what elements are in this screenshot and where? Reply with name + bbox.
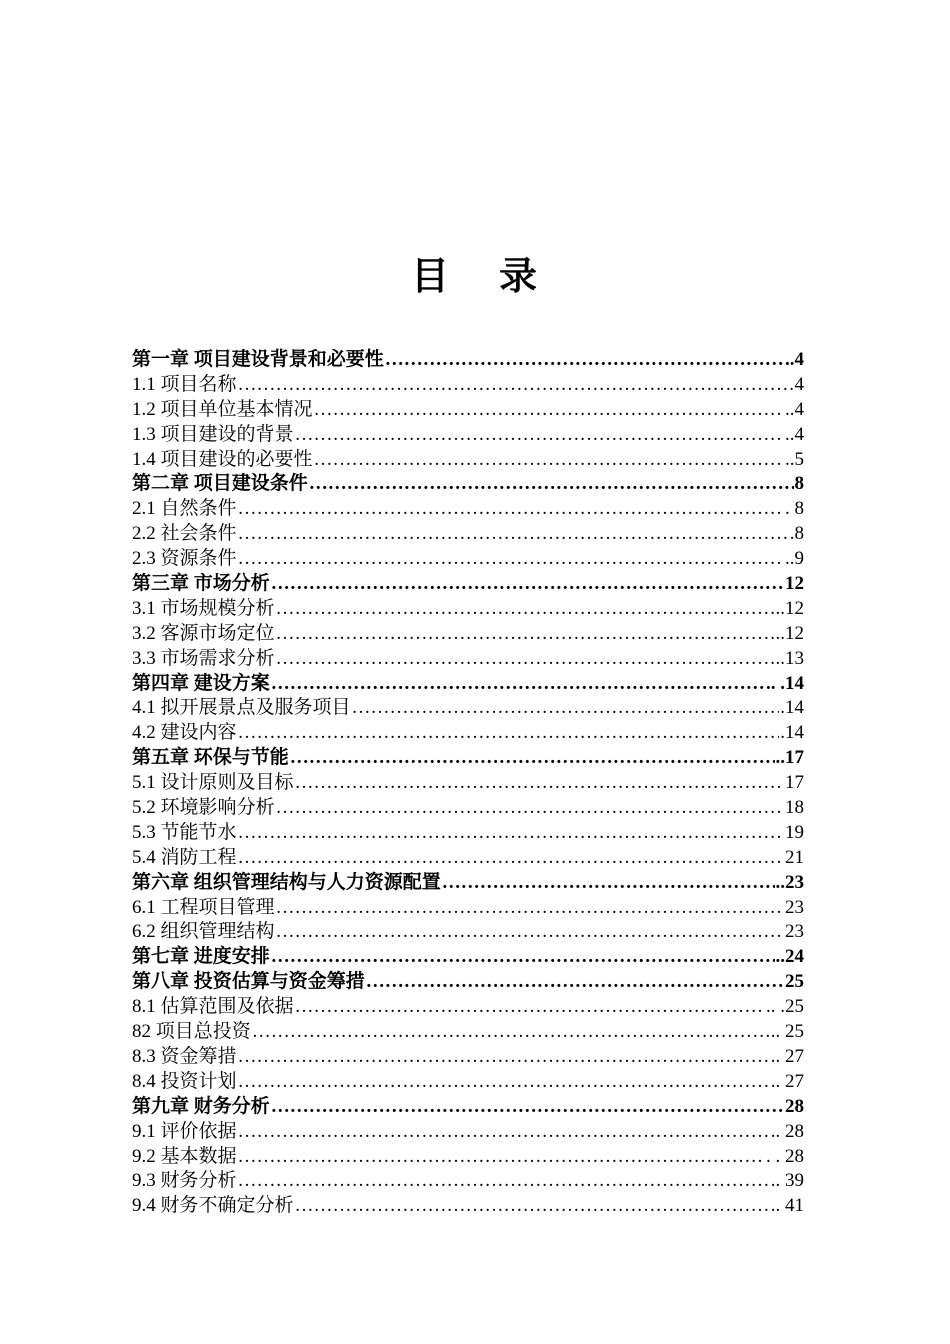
toc-section-entry[interactable] xyxy=(132,398,804,423)
toc-page-number: .14 xyxy=(780,722,804,744)
toc-dot-leader xyxy=(276,920,784,945)
toc-page-number: ..12 xyxy=(775,622,804,644)
toc-entry-label: 8.1 估算范围及依据 xyxy=(132,996,294,1018)
toc-page-number: ..5 xyxy=(785,448,804,470)
toc-page-number: .. 39 xyxy=(770,1170,804,1192)
toc-page-number: 19 xyxy=(785,821,804,843)
toc-page-number: ..4 xyxy=(785,398,804,420)
toc-dot-leader xyxy=(276,896,784,921)
toc-page-number: .14 xyxy=(780,697,804,719)
toc-section-entry[interactable] xyxy=(132,1020,804,1045)
toc-entry-label: 第九章 财务分析 xyxy=(132,1095,270,1117)
toc-entry-label: 6.2 组织管理结构 xyxy=(132,921,275,943)
toc-entry-label: 第八章 投资估算与资金筹措 xyxy=(132,971,365,993)
toc-dot-leader xyxy=(238,721,780,746)
toc-page-number: ..17 xyxy=(775,747,804,769)
toc-entry-label: 5.4 消防工程 xyxy=(132,846,237,868)
toc-dot-leader xyxy=(238,821,784,846)
toc-entry-label: 8.3 资金筹措 xyxy=(132,1045,237,1067)
toc-entry-label: 3.3 市场需求分析 xyxy=(132,647,275,669)
toc-page-number: .. .25 xyxy=(766,996,804,1018)
toc-dot-leader xyxy=(238,497,784,522)
toc-page-number: 4 xyxy=(794,373,804,395)
toc-dot-leader xyxy=(366,970,784,995)
toc-dot-leader xyxy=(295,771,784,796)
toc-page-number: . . 28 xyxy=(766,1145,804,1167)
toc-section-entry[interactable] xyxy=(132,547,804,572)
toc-entry-label: 1.3 项目建设的背景 xyxy=(132,423,294,445)
toc-entry-label: 5.2 环境影响分析 xyxy=(132,797,275,819)
toc-section-entry[interactable] xyxy=(132,522,804,547)
toc-section-entry[interactable] xyxy=(132,597,804,622)
toc-page-number: ..9 xyxy=(785,548,804,570)
toc-dot-leader xyxy=(314,448,784,473)
toc-entry-label: 第一章 项目建设背景和必要性 xyxy=(132,349,384,370)
toc-section-entry[interactable] xyxy=(132,796,804,821)
toc-entry-label: 82 项目总投资 xyxy=(132,1021,251,1043)
toc-entry-label: 5.3 节能节水 xyxy=(132,821,237,843)
toc-entry-label: 5.1 设计原则及目标 xyxy=(132,772,294,794)
toc-entry-label: 第五章 环保与节能 xyxy=(132,747,289,769)
toc-section-entry[interactable] xyxy=(132,497,804,522)
toc-section-entry[interactable] xyxy=(132,896,804,921)
toc-entry-label: 9.2 基本数据 xyxy=(132,1145,237,1167)
toc-section-entry[interactable] xyxy=(132,647,804,672)
toc-page-number: 12 xyxy=(785,573,804,595)
toc-chapter-entry[interactable] xyxy=(132,1095,804,1120)
title-char-2: 录 xyxy=(499,254,540,298)
toc-entry-label: 第二章 项目建设条件 xyxy=(132,473,308,495)
toc-section-entry[interactable] xyxy=(132,423,804,448)
toc-dot-leader xyxy=(295,423,784,448)
toc-page-number: ..24 xyxy=(775,946,804,968)
toc-page-number: 25 xyxy=(785,971,804,993)
toc-page-number: . 8 xyxy=(785,498,804,520)
toc-entry-label: 3.1 市场规模分析 xyxy=(132,597,275,619)
page-title xyxy=(0,252,950,300)
toc-page-number: 28 xyxy=(785,1095,804,1117)
toc-entry-label: 第六章 组织管理结构与人力资源配置 xyxy=(132,871,441,893)
toc-dot-leader xyxy=(238,1070,770,1095)
toc-section-entry[interactable] xyxy=(132,448,804,473)
toc-section-entry[interactable] xyxy=(132,920,804,945)
toc-page-number: ..13 xyxy=(775,647,804,669)
toc-page-number: 23 xyxy=(785,921,804,943)
toc-dot-leader xyxy=(238,1120,770,1145)
toc-section-entry[interactable] xyxy=(132,696,804,721)
toc-chapter-entry[interactable] xyxy=(132,672,804,697)
toc-entry-label: 9.1 评价依据 xyxy=(132,1120,237,1142)
toc-page-number: 8 xyxy=(794,473,804,495)
toc-dot-leader xyxy=(309,472,794,497)
toc-section-entry[interactable] xyxy=(132,1045,804,1070)
toc-chapter-entry[interactable] xyxy=(132,871,804,896)
toc-section-entry[interactable] xyxy=(132,721,804,746)
toc-dot-leader xyxy=(238,373,794,398)
toc-entry-label: 第四章 建设方案 xyxy=(132,672,270,694)
toc-page-number: .. .14 xyxy=(766,672,804,694)
toc-dot-leader xyxy=(271,672,765,697)
toc-dot-leader xyxy=(276,796,784,821)
toc-section-entry[interactable] xyxy=(132,995,804,1020)
toc-dot-leader xyxy=(238,1169,770,1194)
toc-page-number: ..23 xyxy=(775,871,804,893)
toc-dot-leader xyxy=(271,572,784,597)
toc-page-number: ..4 xyxy=(785,349,804,370)
toc-page-number: .. 25 xyxy=(770,1021,804,1043)
toc-section-entry[interactable] xyxy=(132,771,804,796)
toc-dot-leader xyxy=(252,1020,770,1045)
toc-entry-label: 2.1 自然条件 xyxy=(132,498,237,520)
toc-section-entry[interactable] xyxy=(132,821,804,846)
toc-dot-leader xyxy=(314,398,784,423)
toc-page-number: 23 xyxy=(785,896,804,918)
toc-dot-leader xyxy=(290,746,775,771)
toc-chapter-entry[interactable] xyxy=(132,348,804,373)
toc-dot-leader xyxy=(276,622,775,647)
toc-entry-label: 2.3 资源条件 xyxy=(132,548,237,570)
toc-dot-leader xyxy=(271,1095,784,1120)
toc-dot-leader xyxy=(238,547,784,572)
toc-entry-label: 2.2 社会条件 xyxy=(132,523,237,545)
toc-section-entry[interactable] xyxy=(132,1194,804,1219)
toc-section-entry[interactable] xyxy=(132,373,804,398)
toc-dot-leader xyxy=(385,348,784,373)
toc-page-number: .. 27 xyxy=(770,1070,804,1092)
toc-chapter-entry[interactable] xyxy=(132,945,804,970)
toc-dot-leader xyxy=(238,522,789,547)
toc-page-number: 17 xyxy=(785,772,804,794)
toc-entry-label: 4.1 拟开展景点及服务项目 xyxy=(132,697,351,719)
toc-section-entry[interactable] xyxy=(132,622,804,647)
toc-dot-leader xyxy=(276,597,775,622)
toc-chapter-entry[interactable] xyxy=(132,572,804,597)
toc-dot-leader xyxy=(238,1045,770,1070)
toc-entry-label: 9.3 财务分析 xyxy=(132,1170,237,1192)
toc-entry-label: 3.2 客源市场定位 xyxy=(132,622,275,644)
toc-entry-label: 1.2 项目单位基本情况 xyxy=(132,398,313,420)
toc-page-number: .. 27 xyxy=(770,1045,804,1067)
toc-dot-leader xyxy=(238,846,784,871)
toc-entry-label: 第七章 进度安排 xyxy=(132,946,270,968)
toc-dot-leader xyxy=(295,995,765,1020)
toc-entry-label: 9.4 财务不确定分析 xyxy=(132,1195,294,1217)
toc-dot-leader xyxy=(295,1194,770,1219)
toc-entry-label: 8.4 投资计划 xyxy=(132,1070,237,1092)
toc-dot-leader xyxy=(271,945,775,970)
toc-dot-leader xyxy=(442,871,775,896)
toc-page-number: ..12 xyxy=(775,597,804,619)
toc-entry-label: 第三章 市场分析 xyxy=(132,573,270,595)
toc-section-entry[interactable] xyxy=(132,1169,804,1194)
toc-entry-label: 6.1 工程项目管理 xyxy=(132,896,275,918)
table-of-contents xyxy=(132,348,804,1219)
toc-chapter-entry[interactable] xyxy=(132,970,804,995)
toc-chapter-entry[interactable] xyxy=(132,472,804,497)
toc-entry-label: 1.4 项目建设的必要性 xyxy=(132,448,313,470)
toc-page-number: .. 28 xyxy=(770,1120,804,1142)
toc-dot-leader xyxy=(352,696,780,721)
title-char-1: 目 xyxy=(410,254,451,298)
toc-dot-leader xyxy=(276,647,775,672)
toc-page-number: 18 xyxy=(785,797,804,819)
toc-entry-label: 1.1 项目名称 xyxy=(132,373,237,395)
toc-page-number: ..4 xyxy=(785,423,804,445)
toc-section-entry[interactable] xyxy=(132,1120,804,1145)
toc-section-entry[interactable] xyxy=(132,846,804,871)
toc-section-entry[interactable] xyxy=(132,1070,804,1095)
toc-section-entry[interactable] xyxy=(132,1145,804,1170)
toc-page-number: .. 41 xyxy=(770,1195,804,1217)
toc-chapter-entry[interactable] xyxy=(132,746,804,771)
toc-page-number: .8 xyxy=(789,523,804,545)
toc-dot-leader xyxy=(238,1145,765,1170)
toc-entry-label: 4.2 建设内容 xyxy=(132,722,237,744)
toc-page-number: 21 xyxy=(785,846,804,868)
